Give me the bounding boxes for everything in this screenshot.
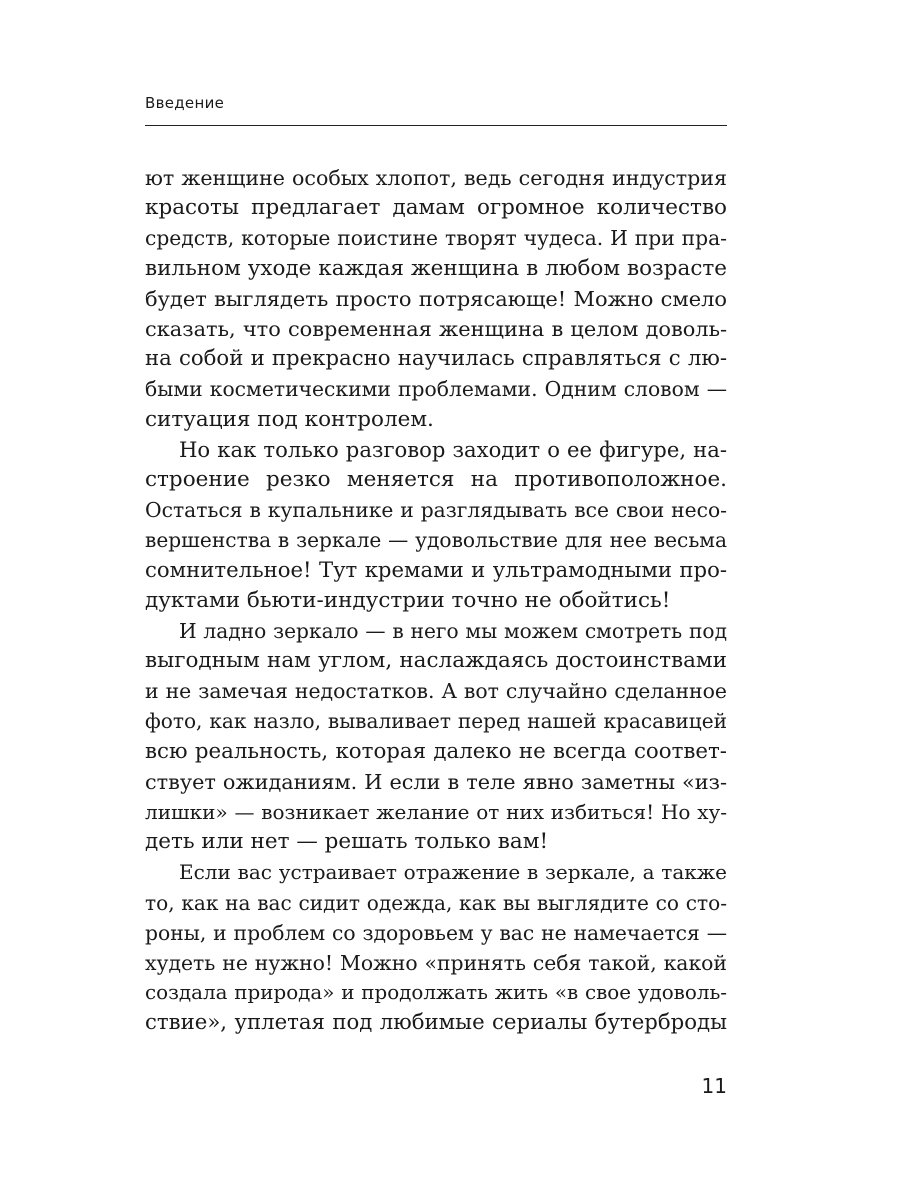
text-line: вильном уходе каждая женщина в любом возрасте <box>145 255 727 281</box>
paragraph <box>145 435 727 616</box>
page-number: 11 <box>701 1074 727 1098</box>
paragraph <box>145 616 727 858</box>
text-line: сказать, что современная женщина в целом доволь- <box>145 316 727 341</box>
text-line: Если вас устраивает отражение в зеркале, а также <box>179 860 727 885</box>
paragraph <box>145 857 727 1038</box>
text-line: ствует ожиданиям. И если в теле явно заметны «из- <box>145 769 727 794</box>
text-line: фото, как назло, вываливает перед нашей красавицей <box>145 709 727 734</box>
text-line: Остаться в купальнике и разглядывать все свои несо- <box>145 498 727 523</box>
text-line: сомнительное! Тут кремами и ультрамодными про- <box>145 557 727 583</box>
text-line: ствие», уплетая под любимые сериалы бутерброды <box>145 1010 727 1036</box>
running-head: Введение <box>145 94 225 112</box>
text-line: красоты предлагает дамам огромное количество <box>145 195 727 221</box>
text-line: будет выглядеть просто потрясающе! Можно смело <box>145 286 727 311</box>
text-line: худеть не нужно! Можно «принять себя такой, какой <box>145 950 727 975</box>
text-line: деть или нет — решать только вам! <box>145 829 549 855</box>
text-line: строение резко меняется на противоположное. <box>145 466 727 492</box>
text-line: создала природа» и продолжать жить «в свое удоволь- <box>145 981 727 1005</box>
text-line: на собой и прекрасно научилась справляться с лю- <box>145 346 727 372</box>
header-rule <box>145 125 727 126</box>
text-line: Но как только разговор заходит о ее фигуре, на- <box>179 436 727 462</box>
paragraph <box>145 163 727 435</box>
text-line: средств, которые поистине творят чудеса. И при пра- <box>145 226 727 251</box>
text-line: вершенства в зеркале — удовольствие для нее весьма <box>145 528 727 553</box>
body-text <box>145 163 727 1038</box>
text-line: выгодным нам углом, наслаждаясь достоинствами <box>145 648 727 673</box>
text-line: И ладно зеркало — в него мы можем смотреть под <box>179 618 727 643</box>
text-line: роны, и проблем со здоровьем у вас не намечается — <box>145 920 727 945</box>
text-line: то, как на вас сидит одежда, как вы выглядите со сто- <box>145 890 727 915</box>
text-line: лишки» — возникает желание от них избиться! Но ху- <box>145 799 727 824</box>
text-line: дуктами бьюти-индустрии точно не обойтись! <box>145 587 671 613</box>
text-line: ют женщине особых хлопот, ведь сегодня индустрия <box>145 166 727 190</box>
text-line: всю реальность, которая далеко не всегда соответ- <box>145 738 727 764</box>
text-line: и не замечая недостатков. А вот случайно сделанное <box>145 679 727 704</box>
text-line: быми косметическими проблемами. Одним словом — <box>145 377 727 402</box>
text-line: ситуация под контролем. <box>145 406 434 432</box>
